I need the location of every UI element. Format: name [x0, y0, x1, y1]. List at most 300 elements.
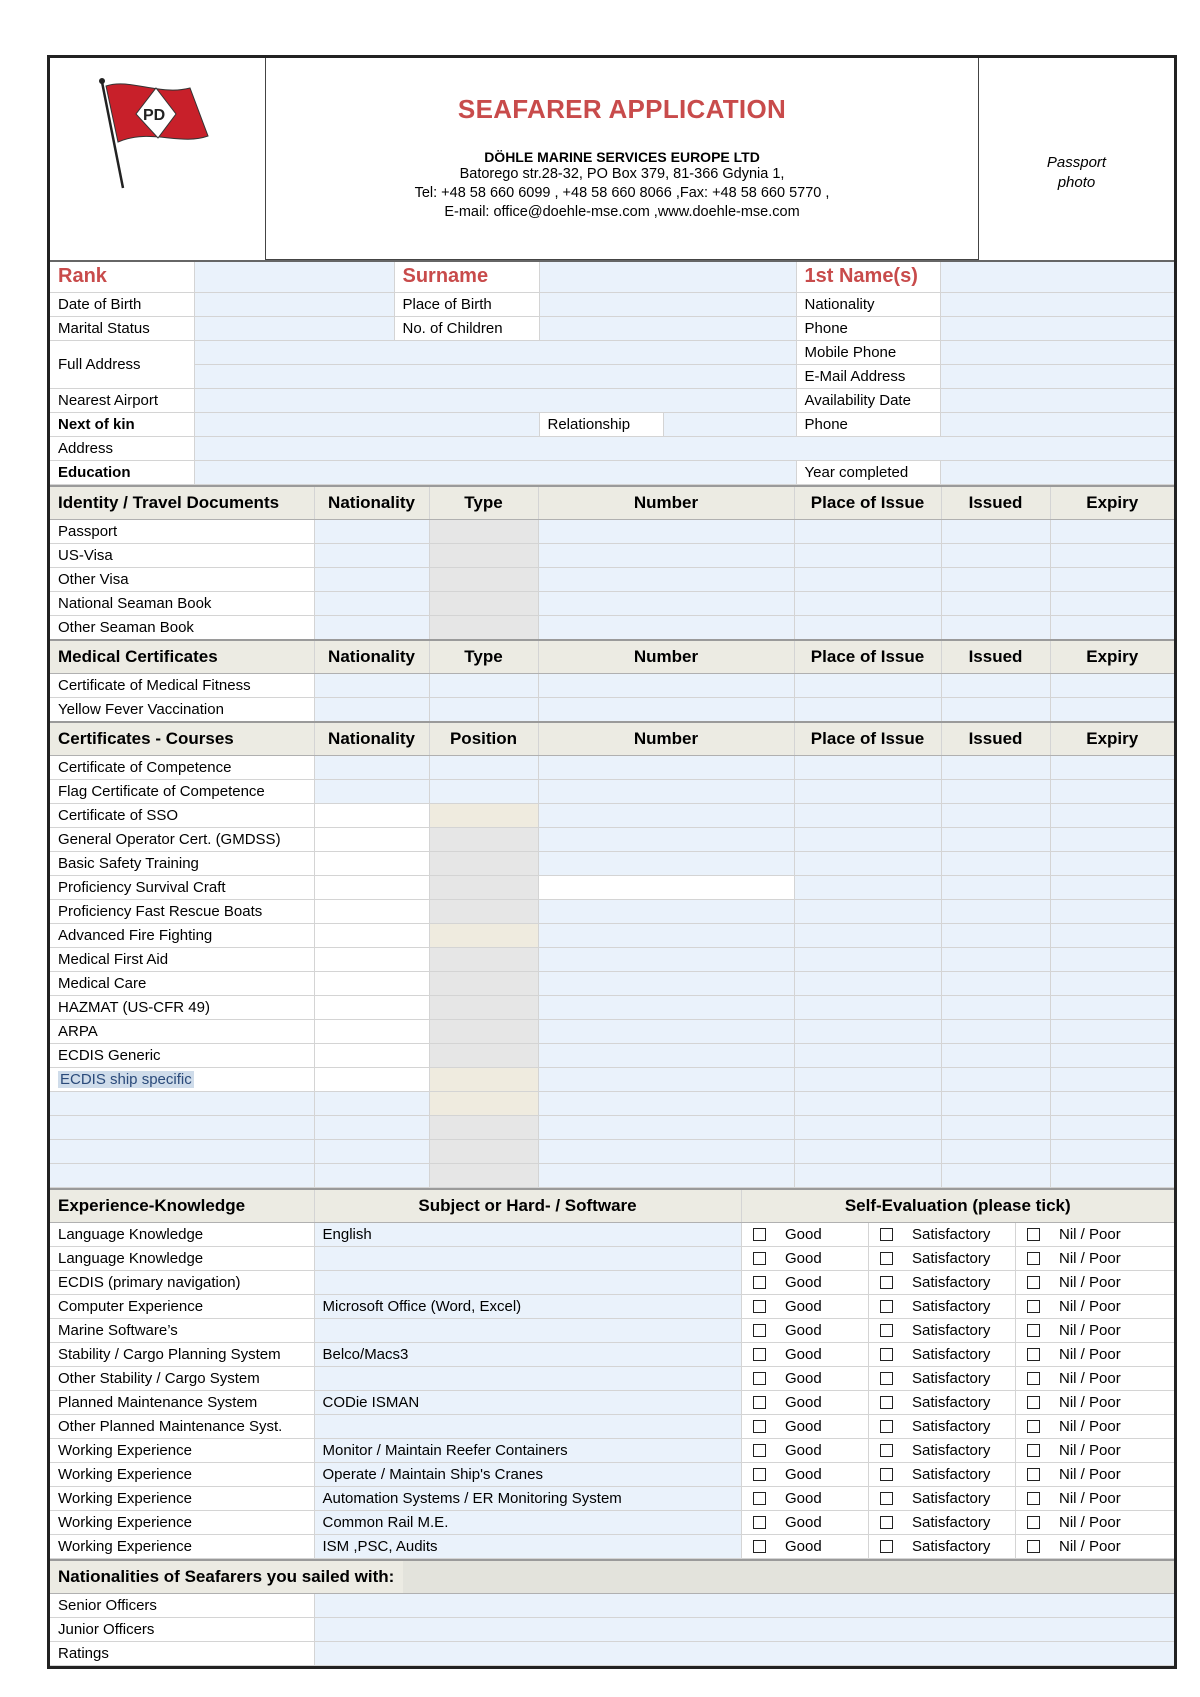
identity-input-cell[interactable] [314, 615, 429, 640]
certificates-input-cell[interactable] [794, 827, 941, 851]
checkbox-good[interactable] [753, 1516, 766, 1529]
medical-input-cell[interactable] [429, 697, 538, 722]
checkbox-nil-poor[interactable] [1027, 1420, 1040, 1433]
option-label-nil-poor: Nil / Poor [1051, 1222, 1174, 1246]
certificates-input-cell[interactable] [429, 947, 538, 971]
identity-input-cell[interactable] [314, 519, 429, 543]
checkbox-nil-poor[interactable] [1027, 1228, 1040, 1241]
experience-subject-field[interactable]: Microsoft Office (Word, Excel) [314, 1294, 741, 1318]
checkbox-cell[interactable] [1015, 1222, 1051, 1246]
certificates-input-cell[interactable] [941, 803, 1050, 827]
certificates-input-cell[interactable] [941, 971, 1050, 995]
experience-subject-field[interactable] [314, 1270, 741, 1294]
checkbox-satisfactory[interactable] [880, 1228, 893, 1241]
pob-field[interactable] [539, 292, 796, 316]
checkbox-good[interactable] [753, 1348, 766, 1361]
checkbox-satisfactory[interactable] [880, 1348, 893, 1361]
checkbox-cell[interactable] [1015, 1246, 1051, 1270]
medical-input-cell[interactable] [794, 697, 941, 722]
checkbox-good[interactable] [753, 1444, 766, 1457]
checkbox-satisfactory[interactable] [880, 1444, 893, 1457]
experience-subject-field[interactable]: Automation Systems / ER Monitoring System [314, 1486, 741, 1510]
experience-subject-field[interactable] [314, 1414, 741, 1438]
checkbox-nil-poor[interactable] [1027, 1348, 1040, 1361]
certificates-input-cell[interactable] [794, 971, 941, 995]
medical-input-cell[interactable] [314, 673, 429, 697]
certificates-input-cell[interactable] [314, 1139, 429, 1163]
certificates-input-cell[interactable] [314, 1067, 429, 1091]
certificates-input-cell[interactable] [429, 1139, 538, 1163]
certificates-input-cell[interactable] [538, 995, 794, 1019]
certificates-input-cell[interactable] [941, 899, 1050, 923]
checkbox-good[interactable] [753, 1300, 766, 1313]
certificates-input-cell[interactable] [538, 1091, 794, 1115]
certificates-input-cell[interactable] [1050, 971, 1174, 995]
identity-input-cell[interactable] [429, 567, 538, 591]
certificates-input-cell[interactable] [794, 923, 941, 947]
certificates-input-cell[interactable] [1050, 995, 1174, 1019]
certificates-input-cell[interactable] [794, 1067, 941, 1091]
certificates-input-cell[interactable] [794, 851, 941, 875]
identity-input-cell[interactable] [1050, 519, 1174, 543]
certificates-input-cell[interactable] [941, 1139, 1050, 1163]
checkbox-cell[interactable] [868, 1294, 904, 1318]
certificates-input-cell[interactable] [794, 995, 941, 1019]
certificates-input-cell[interactable] [794, 755, 941, 779]
experience-subject-field[interactable]: Belco/Macs3 [314, 1342, 741, 1366]
identity-input-cell[interactable] [1050, 615, 1174, 640]
certificates-input-cell[interactable] [538, 1067, 794, 1091]
checkbox-satisfactory[interactable] [880, 1372, 893, 1385]
kin-address-field[interactable] [194, 436, 1174, 460]
identity-input-cell[interactable] [941, 567, 1050, 591]
checkbox-cell[interactable] [1015, 1318, 1051, 1342]
checkbox-nil-poor[interactable] [1027, 1252, 1040, 1265]
certificates-input-cell[interactable] [1050, 1139, 1174, 1163]
certificates-input-cell[interactable] [941, 1043, 1050, 1067]
identity-input-cell[interactable] [1050, 543, 1174, 567]
identity-input-cell[interactable] [941, 591, 1050, 615]
relationship-field[interactable] [664, 413, 796, 436]
checkbox-cell[interactable] [1015, 1270, 1051, 1294]
certificates-input-cell[interactable] [314, 923, 429, 947]
checkbox-good[interactable] [753, 1228, 766, 1241]
experience-subject-field[interactable] [314, 1366, 741, 1390]
checkbox-cell[interactable] [1015, 1510, 1051, 1534]
checkbox-cell[interactable] [1015, 1390, 1051, 1414]
checkbox-cell[interactable] [868, 1534, 904, 1558]
checkbox-good[interactable] [753, 1468, 766, 1481]
checkbox-cell[interactable] [741, 1510, 777, 1534]
checkbox-satisfactory[interactable] [880, 1324, 893, 1337]
option-label-nil-poor: Nil / Poor [1051, 1510, 1174, 1534]
experience-col-label: Experience-Knowledge [50, 1189, 314, 1223]
airport-field[interactable] [194, 388, 796, 412]
option-label-good: Good [777, 1390, 868, 1414]
certificates-input-cell[interactable] [429, 851, 538, 875]
medical-input-cell[interactable] [794, 673, 941, 697]
option-label-satisfactory: Satisfactory [904, 1534, 1015, 1558]
certificates-input-cell[interactable] [1050, 1067, 1174, 1091]
certificates-input-cell[interactable] [314, 899, 429, 923]
identity-input-cell[interactable] [538, 591, 794, 615]
first-name-field[interactable] [940, 262, 1174, 292]
marital-field[interactable] [194, 316, 394, 340]
certificates-input-cell[interactable] [538, 1019, 794, 1043]
checkbox-good[interactable] [753, 1540, 766, 1553]
certificates-input-cell[interactable] [429, 1067, 538, 1091]
certificates-row-label: Flag Certificate of Competence [50, 779, 314, 803]
checkbox-good[interactable] [753, 1252, 766, 1265]
certificates-input-cell[interactable] [538, 779, 794, 803]
passport-photo-box[interactable] [979, 58, 1174, 260]
certificates-input-cell[interactable] [941, 827, 1050, 851]
certificates-input-cell[interactable] [429, 899, 538, 923]
certificates-input-cell[interactable] [538, 899, 794, 923]
checkbox-cell[interactable] [1015, 1342, 1051, 1366]
certificates-input-cell[interactable] [314, 851, 429, 875]
checkbox-cell[interactable] [868, 1222, 904, 1246]
table-row [50, 851, 1174, 875]
medical-input-cell[interactable] [1050, 697, 1174, 722]
certificates-input-cell[interactable] [941, 1067, 1050, 1091]
checkbox-good[interactable] [753, 1276, 766, 1289]
experience-subject-field[interactable]: Operate / Maintain Ship's Cranes [314, 1462, 741, 1486]
nationality-field[interactable] [940, 292, 1174, 316]
checkbox-cell[interactable] [741, 1438, 777, 1462]
certificates-input-cell[interactable] [538, 923, 794, 947]
full-address-field-2[interactable] [194, 364, 796, 388]
certificates-input-cell[interactable] [1050, 851, 1174, 875]
certificates-input-cell[interactable] [538, 755, 794, 779]
medical-row-label: Yellow Fever Vaccination [50, 697, 314, 722]
experience-subject-field[interactable]: ISM ,PSC, Audits [314, 1534, 741, 1558]
surname-field[interactable] [539, 262, 796, 292]
checkbox-nil-poor[interactable] [1027, 1396, 1040, 1409]
full-address-field-1[interactable] [194, 340, 796, 364]
checkbox-nil-poor[interactable] [1027, 1444, 1040, 1457]
experience-row-label: Other Stability / Cargo System [50, 1366, 314, 1390]
certificates-row-label [50, 1163, 314, 1187]
identity-input-cell[interactable] [794, 519, 941, 543]
certificates-input-cell[interactable] [314, 1163, 429, 1187]
certificates-input-cell[interactable] [941, 923, 1050, 947]
nationalities-field[interactable] [314, 1593, 1174, 1617]
certificates-input-cell[interactable] [941, 1091, 1050, 1115]
experience-row-label: Language Knowledge [50, 1222, 314, 1246]
checkbox-nil-poor[interactable] [1027, 1324, 1040, 1337]
certificates-input-cell[interactable] [794, 1019, 941, 1043]
phone-field[interactable] [940, 316, 1174, 340]
nationalities-field[interactable] [314, 1641, 1174, 1665]
medical-input-cell[interactable] [538, 697, 794, 722]
checkbox-good[interactable] [753, 1492, 766, 1505]
certificates-input-cell[interactable] [1050, 899, 1174, 923]
checkbox-satisfactory[interactable] [880, 1540, 893, 1553]
kin-phone-field[interactable] [940, 412, 1174, 436]
identity-input-cell[interactable] [429, 591, 538, 615]
rank-field[interactable] [194, 262, 394, 292]
checkbox-cell[interactable] [1015, 1486, 1051, 1510]
checkbox-cell[interactable] [741, 1366, 777, 1390]
certificates-input-cell[interactable] [538, 1163, 794, 1187]
checkbox-cell[interactable] [868, 1462, 904, 1486]
certificates-input-cell[interactable] [794, 1043, 941, 1067]
certificates-input-cell[interactable] [1050, 1091, 1174, 1115]
checkbox-good[interactable] [753, 1372, 766, 1385]
certificates-input-cell[interactable] [429, 1163, 538, 1187]
certificates-input-cell[interactable] [1050, 875, 1174, 899]
checkbox-nil-poor[interactable] [1027, 1372, 1040, 1385]
experience-subject-field[interactable] [314, 1318, 741, 1342]
children-field[interactable] [539, 316, 796, 340]
certificates-input-cell[interactable] [941, 1019, 1050, 1043]
certificates-input-cell[interactable] [314, 827, 429, 851]
year-completed-field[interactable] [940, 460, 1174, 484]
medical-input-cell[interactable] [538, 673, 794, 697]
certificates-input-cell[interactable] [1050, 947, 1174, 971]
certificates-input-cell[interactable] [538, 827, 794, 851]
certificates-row-label: Certificate of Competence [50, 755, 314, 779]
certificates-input-cell[interactable] [314, 803, 429, 827]
certificates-input-cell[interactable] [941, 851, 1050, 875]
checkbox-cell[interactable] [1015, 1438, 1051, 1462]
identity-input-cell[interactable] [1050, 591, 1174, 615]
certificates-input-cell[interactable] [794, 803, 941, 827]
certificates-input-cell[interactable] [538, 1115, 794, 1139]
certificates-input-cell[interactable] [429, 875, 538, 899]
certificates-input-cell[interactable] [794, 1091, 941, 1115]
certificates-input-cell[interactable] [1050, 755, 1174, 779]
address-line-1: Batorego str.28-32, PO Box 379, 81-366 Gdynia 1, [459, 166, 785, 182]
checkbox-cell[interactable] [868, 1246, 904, 1270]
medical-header-row [50, 640, 1174, 674]
certificates-input-cell[interactable] [429, 1091, 538, 1115]
experience-col-evaluation: Self-Evaluation (please tick) [741, 1189, 1174, 1223]
certificates-input-cell[interactable] [429, 923, 538, 947]
certificates-input-cell[interactable] [314, 1115, 429, 1139]
nationalities-field[interactable] [314, 1617, 1174, 1641]
certificates-input-cell[interactable] [794, 1115, 941, 1139]
checkbox-cell[interactable] [868, 1318, 904, 1342]
certificates-input-cell[interactable] [1050, 1115, 1174, 1139]
certificates-input-cell[interactable] [794, 947, 941, 971]
certificates-input-cell[interactable] [1050, 1043, 1174, 1067]
certificates-input-cell[interactable] [429, 971, 538, 995]
certificates-input-cell[interactable] [1050, 1163, 1174, 1187]
checkbox-nil-poor[interactable] [1027, 1516, 1040, 1529]
checkbox-cell[interactable] [741, 1534, 777, 1558]
certificates-input-cell[interactable] [1050, 779, 1174, 803]
certificates-input-cell[interactable] [429, 827, 538, 851]
checkbox-cell[interactable] [741, 1486, 777, 1510]
checkbox-cell[interactable] [741, 1390, 777, 1414]
table-row [50, 803, 1174, 827]
certificates-input-cell[interactable] [794, 779, 941, 803]
checkbox-cell[interactable] [868, 1342, 904, 1366]
checkbox-satisfactory[interactable] [880, 1468, 893, 1481]
certificates-input-cell[interactable] [429, 995, 538, 1019]
certificates-input-cell[interactable] [941, 1115, 1050, 1139]
identity-input-cell[interactable] [429, 543, 538, 567]
identity-input-cell[interactable] [429, 519, 538, 543]
checkbox-cell[interactable] [1015, 1414, 1051, 1438]
medical-input-cell[interactable] [1050, 673, 1174, 697]
experience-subject-field[interactable]: Monitor / Maintain Reefer Containers [314, 1438, 741, 1462]
table-row [50, 1342, 1174, 1366]
certificates-input-cell[interactable] [941, 947, 1050, 971]
nationalities-header-field[interactable] [403, 1561, 1174, 1593]
table-row [50, 1163, 1174, 1187]
certificates-input-cell[interactable] [314, 995, 429, 1019]
experience-subject-field[interactable]: CODie ISMAN [314, 1390, 741, 1414]
certificates-input-cell[interactable] [941, 995, 1050, 1019]
certificates-input-cell[interactable] [941, 1163, 1050, 1187]
checkbox-cell[interactable] [868, 1486, 904, 1510]
certificates-input-cell[interactable] [429, 803, 538, 827]
checkbox-cell[interactable] [868, 1414, 904, 1438]
certificates-input-cell[interactable] [1050, 803, 1174, 827]
certificates-input-cell[interactable] [941, 755, 1050, 779]
medical-input-cell[interactable] [314, 697, 429, 722]
identity-input-cell[interactable] [1050, 567, 1174, 591]
certificates-input-cell[interactable] [794, 1163, 941, 1187]
checkbox-satisfactory[interactable] [880, 1276, 893, 1289]
certificates-input-cell[interactable] [314, 779, 429, 803]
checkbox-cell[interactable] [1015, 1294, 1051, 1318]
identity-input-cell[interactable] [538, 615, 794, 640]
certificates-input-cell[interactable] [538, 971, 794, 995]
experience-row-label: Stability / Cargo Planning System [50, 1342, 314, 1366]
checkbox-satisfactory[interactable] [880, 1300, 893, 1313]
checkbox-cell[interactable] [868, 1390, 904, 1414]
checkbox-satisfactory[interactable] [880, 1420, 893, 1433]
checkbox-cell[interactable] [741, 1222, 777, 1246]
checkbox-cell[interactable] [741, 1246, 777, 1270]
medical-input-cell[interactable] [429, 673, 538, 697]
identity-input-cell[interactable] [538, 543, 794, 567]
checkbox-satisfactory[interactable] [880, 1516, 893, 1529]
checkbox-nil-poor[interactable] [1027, 1540, 1040, 1553]
certificates-input-cell[interactable] [314, 1019, 429, 1043]
checkbox-cell[interactable] [868, 1438, 904, 1462]
identity-input-cell[interactable] [429, 615, 538, 640]
experience-row-label: Computer Experience [50, 1294, 314, 1318]
certificates-input-cell[interactable] [538, 875, 794, 899]
next-of-kin-field[interactable] [194, 412, 539, 436]
experience-subject-field[interactable]: English [314, 1222, 741, 1246]
option-label-good: Good [777, 1414, 868, 1438]
checkbox-good[interactable] [753, 1396, 766, 1409]
checkbox-cell[interactable] [868, 1366, 904, 1390]
mobile-field[interactable] [940, 340, 1174, 364]
identity-input-cell[interactable] [794, 543, 941, 567]
checkbox-satisfactory[interactable] [880, 1492, 893, 1505]
experience-subject-field[interactable] [314, 1246, 741, 1270]
checkbox-nil-poor[interactable] [1027, 1276, 1040, 1289]
identity-input-cell[interactable] [794, 615, 941, 640]
identity-col-number: Number [538, 486, 794, 520]
certificates-input-cell[interactable] [794, 875, 941, 899]
availability-field[interactable] [940, 388, 1174, 412]
checkbox-cell[interactable] [868, 1510, 904, 1534]
certificates-input-cell[interactable] [794, 1139, 941, 1163]
identity-input-cell[interactable] [538, 567, 794, 591]
dob-field[interactable] [194, 292, 394, 316]
checkbox-cell[interactable] [1015, 1534, 1051, 1558]
application-form [47, 55, 1177, 1669]
certificates-input-cell[interactable] [941, 779, 1050, 803]
certificates-input-cell[interactable] [794, 899, 941, 923]
identity-input-cell[interactable] [314, 591, 429, 615]
checkbox-cell[interactable] [1015, 1462, 1051, 1486]
certificates-input-cell[interactable] [429, 1019, 538, 1043]
identity-input-cell[interactable] [941, 519, 1050, 543]
checkbox-nil-poor[interactable] [1027, 1300, 1040, 1313]
checkbox-nil-poor[interactable] [1027, 1468, 1040, 1481]
certificates-input-cell[interactable] [314, 1043, 429, 1067]
certificates-input-cell[interactable] [538, 1139, 794, 1163]
checkbox-good[interactable] [753, 1420, 766, 1433]
certificates-input-cell[interactable] [941, 875, 1050, 899]
certificates-input-cell[interactable] [429, 1043, 538, 1067]
checkbox-cell[interactable] [741, 1294, 777, 1318]
checkbox-cell[interactable] [868, 1270, 904, 1294]
certificates-input-cell[interactable] [314, 947, 429, 971]
identity-input-cell[interactable] [314, 543, 429, 567]
certificates-row-label [50, 1115, 314, 1139]
email-field[interactable] [940, 364, 1174, 388]
checkbox-nil-poor[interactable] [1027, 1492, 1040, 1505]
checkbox-cell[interactable] [1015, 1366, 1051, 1390]
identity-input-cell[interactable] [941, 543, 1050, 567]
checkbox-cell[interactable] [741, 1414, 777, 1438]
certificates-input-cell[interactable] [314, 875, 429, 899]
certificates-input-cell[interactable] [429, 779, 538, 803]
certificates-input-cell[interactable] [538, 851, 794, 875]
certificates-input-cell[interactable] [1050, 827, 1174, 851]
certificates-input-cell[interactable] [314, 1091, 429, 1115]
checkbox-cell[interactable] [741, 1342, 777, 1366]
certificates-input-cell[interactable] [314, 971, 429, 995]
checkbox-satisfactory[interactable] [880, 1396, 893, 1409]
checkbox-satisfactory[interactable] [880, 1252, 893, 1265]
medical-input-cell[interactable] [941, 673, 1050, 697]
experience-subject-field[interactable]: Common Rail M.E. [314, 1510, 741, 1534]
checkbox-cell[interactable] [741, 1270, 777, 1294]
certificates-input-cell[interactable] [314, 755, 429, 779]
education-field[interactable] [194, 460, 796, 484]
identity-input-cell[interactable] [538, 519, 794, 543]
option-label-good: Good [777, 1366, 868, 1390]
medical-input-cell[interactable] [941, 697, 1050, 722]
checkbox-cell[interactable] [741, 1462, 777, 1486]
certificates-input-cell[interactable] [538, 947, 794, 971]
identity-input-cell[interactable] [794, 567, 941, 591]
certificates-input-cell[interactable] [538, 803, 794, 827]
certificates-input-cell[interactable] [429, 755, 538, 779]
identity-input-cell[interactable] [794, 591, 941, 615]
certificates-input-cell[interactable] [429, 1115, 538, 1139]
certificates-input-cell[interactable] [1050, 1019, 1174, 1043]
identity-input-cell[interactable] [941, 615, 1050, 640]
checkbox-good[interactable] [753, 1324, 766, 1337]
table-row [50, 1318, 1174, 1342]
certificates-input-cell[interactable] [538, 1043, 794, 1067]
checkbox-cell[interactable] [741, 1318, 777, 1342]
identity-input-cell[interactable] [314, 567, 429, 591]
certificates-input-cell[interactable] [1050, 923, 1174, 947]
